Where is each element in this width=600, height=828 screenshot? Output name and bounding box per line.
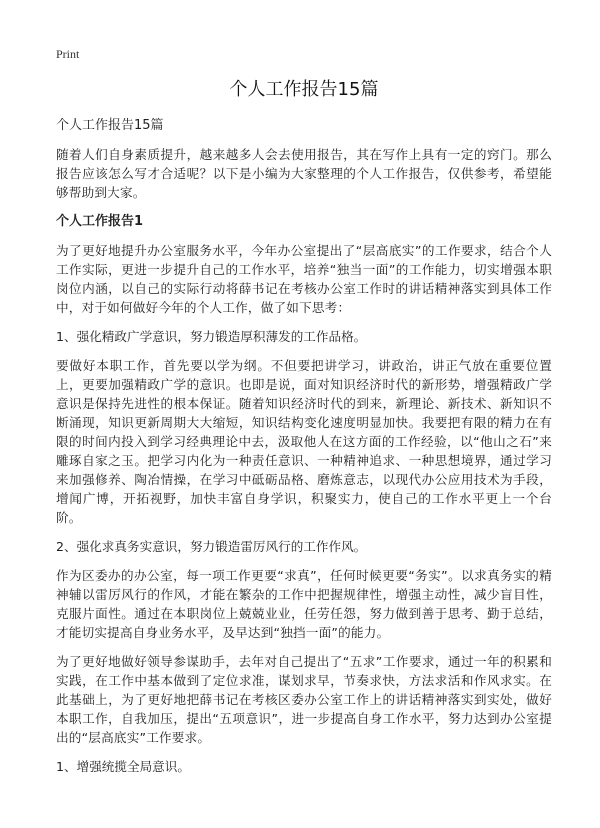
document-subtitle: 个人工作报告15篇 [56,118,164,133]
print-link[interactable]: Print [56,47,80,61]
body-paragraph: 作为区委办的办公室，每一项工作更要“求真”，任何时候更要“务实”。以求真务实的精神辅以雷厉风行的作风，才能在繁杂的工作中把握规律性，增强主动性，减少盲目性，克服片面性。通过在本职岗位上兢兢业业，任劳任怨，努力做到善于思考、勤于总结，才能切实提高自身业务水平，及早达到“独挡一面”的能力。 [56,568,552,640]
document-body [56,78,552,786]
numbered-point: 1、增强统揽全局意识。 [56,759,190,774]
body-paragraph: 为了更好地做好领导参谋助手，去年对自己提出了“五求”工作要求，通过一年的积累和实践，在工作中基本做到了定位求准，谋划求早，节奏求快，方法求活和作风求实。在此基础上，为了更好地把薛书记在考核区委办公室工作上的讲话精神落实到实处，做好本职工作，自我加压，提出“五项意识”，进一步提高自身工作水平，努力达到办公室提出的“层高底实”工作要求。 [56,654,552,745]
body-paragraph: 为了更好地提升办公室服务水平，今年办公室提出了“层高底实”的工作要求，结合个人工作实际，更进一步提升自己的工作水平，培养“独当一面”的工作能力，切实增强本职岗位内涵，以自己的实际行动将薛书记在考核办公室工作时的讲话精神落实到具体工作中，对于如何做好今年的个人工作，做了如下思考： [56,243,552,315]
numbered-point: 1、强化精政广学意识，努力锻造厚积薄发的工作品格。 [56,329,367,344]
section-heading: 个人工作报告1 [56,214,144,229]
numbered-point: 2、强化求真务实意识，努力锻造雷厉风行的工作作风。 [56,539,367,554]
intro-paragraph: 随着人们自身素质提升，越来越多人会去使用报告，其在写作上具有一定的窍门。那么报告应该怎么写才合适呢？以下是小编为大家整理的个人工作报告，仅供参考，希望能够帮助到大家。 [56,147,552,200]
body-paragraph: 要做好本职工作，首先要以学为纲。不但要把讲学习，讲政治，讲正气放在重要位置上，更要加强精政广学的意识。也即是说，面对知识经济时代的新形势，增强精政广学意识是保持先进性的根本保证。随着知识经济时代的到来，新理论、新技术、新知识不断涌现，知识更新周期大大缩短，知识结构变化速度明显加快。我要把有限的精力在有限的时间内投入到学习经典理论中去，汲取他人在这方面的工作经验，以“他山之石”来雕琢自家之玉。把学习内化为一种责任意识、一种精神追求、一种思想境界，通过学习来加强修养、陶冶情操，在学习中砥砺品格、磨炼意志，以现代办公应用技术为手段，增闻广博，开拓视野，加快丰富自身学识，积聚实力，使自己的工作水平更上一个台阶。 [56,358,552,525]
page-title: 个人工作报告15篇 [229,79,379,100]
